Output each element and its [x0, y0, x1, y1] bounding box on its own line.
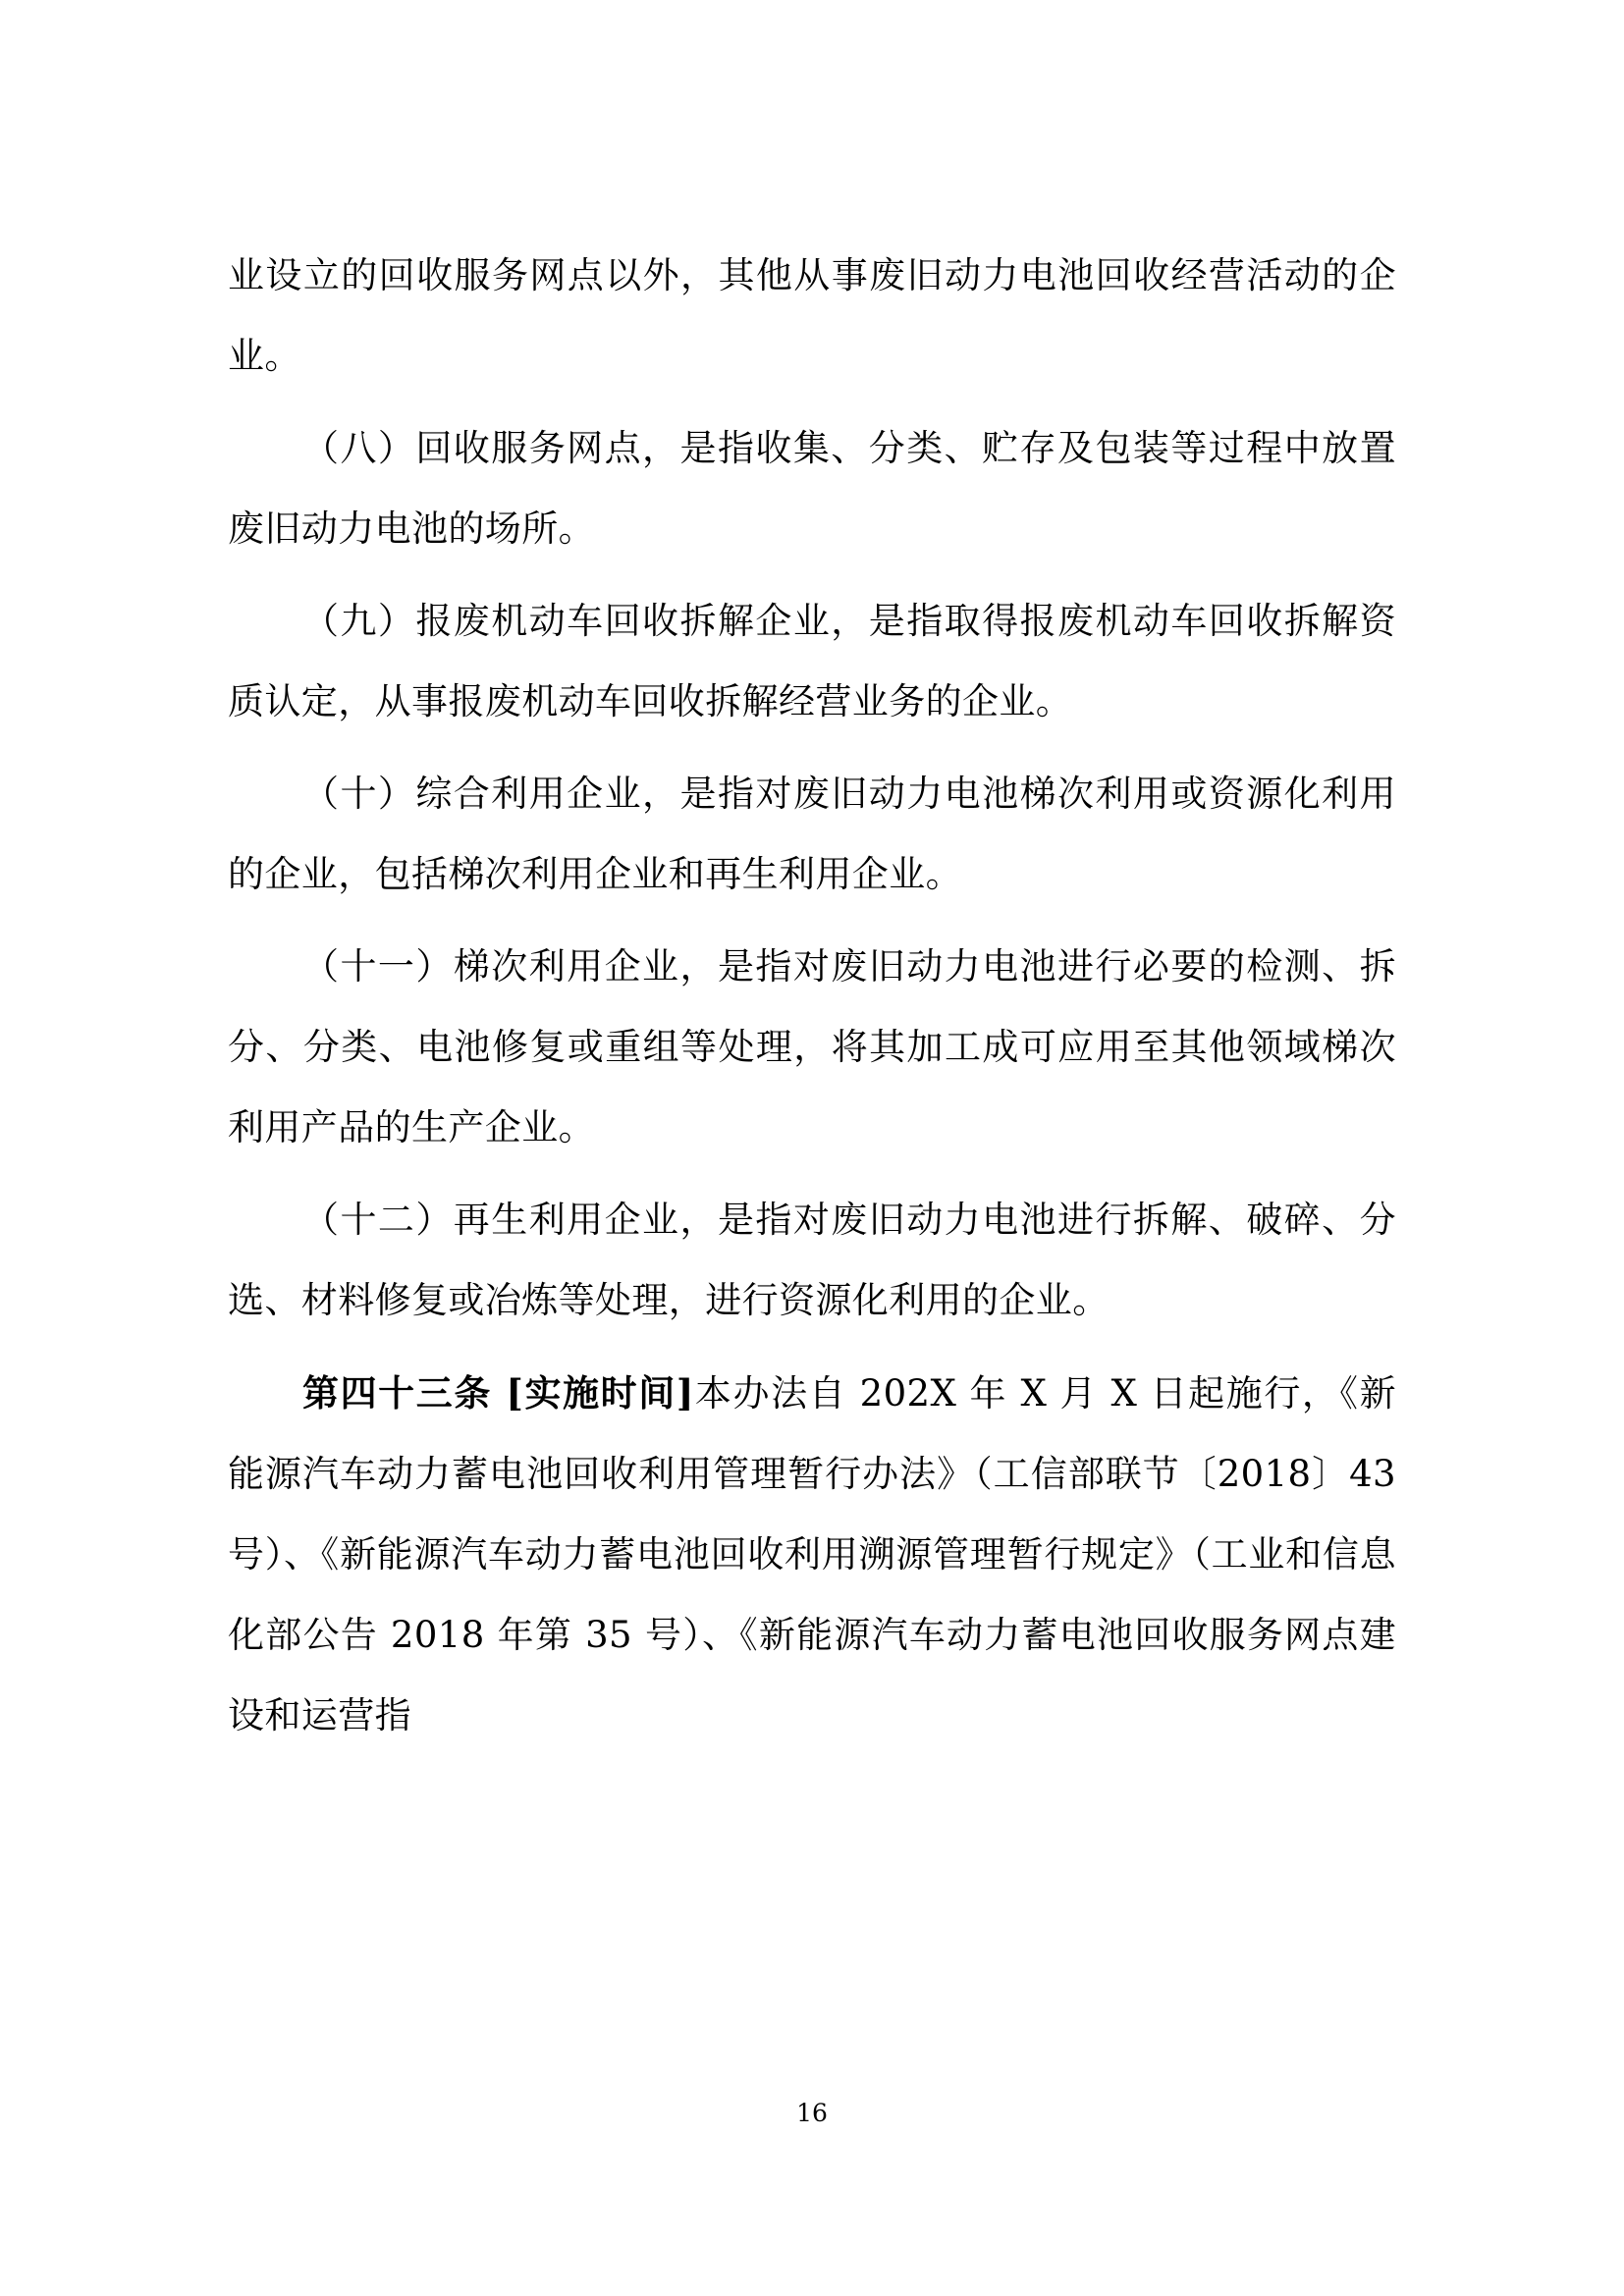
paragraph-item-10: （十）综合利用企业，是指对废旧动力电池梯次利用或资源化利用的企业，包括梯次利用企业和再生利用企业。 — [228, 773, 1396, 895]
paragraph-item-12: （十二）再生利用企业，是指对废旧动力电池进行拆解、破碎、分选、材料修复或冶炼等处理，进行资源化利用的企业。 — [228, 1199, 1396, 1321]
article-43-heading: 第四十三条 [实施时间] — [302, 1371, 694, 1415]
article-43-body: 本办法自 202X 年 X 月 X 日起施行，《新能源汽车动力蓄电池回收利用管理暂行办法》（工信部联节〔2018〕43 号）、《新能源汽车动力蓄电池回收利用溯源管理暂行规定》（工业和信息化部公告 2018 年第 35 号）、《新能源汽车动力蓄电池回收服务网点建设和运营指 — [228, 1372, 1396, 1736]
page-content — [228, 236, 1396, 1756]
paragraph-continuation: 业设立的回收服务网点以外，其他从事废旧动力电池回收经营活动的企业。 — [228, 254, 1396, 377]
paragraph-item-11: （十一）梯次利用企业，是指对废旧动力电池进行必要的检测、拆分、分类、电池修复或重组等处理，将其加工成可应用至其他领域梯次利用产品的生产企业。 — [228, 945, 1396, 1148]
paragraph-item-9: （九）报废机动车回收拆解企业，是指取得报废机动车回收拆解资质认定，从事报废机动车回收拆解经营业务的企业。 — [228, 600, 1396, 722]
page-number: 16 — [796, 2099, 828, 2127]
paragraph-article-43 — [228, 1353, 1396, 1756]
paragraph-item-8: （八）回收服务网点，是指收集、分类、贮存及包装等过程中放置废旧动力电池的场所。 — [228, 427, 1396, 550]
